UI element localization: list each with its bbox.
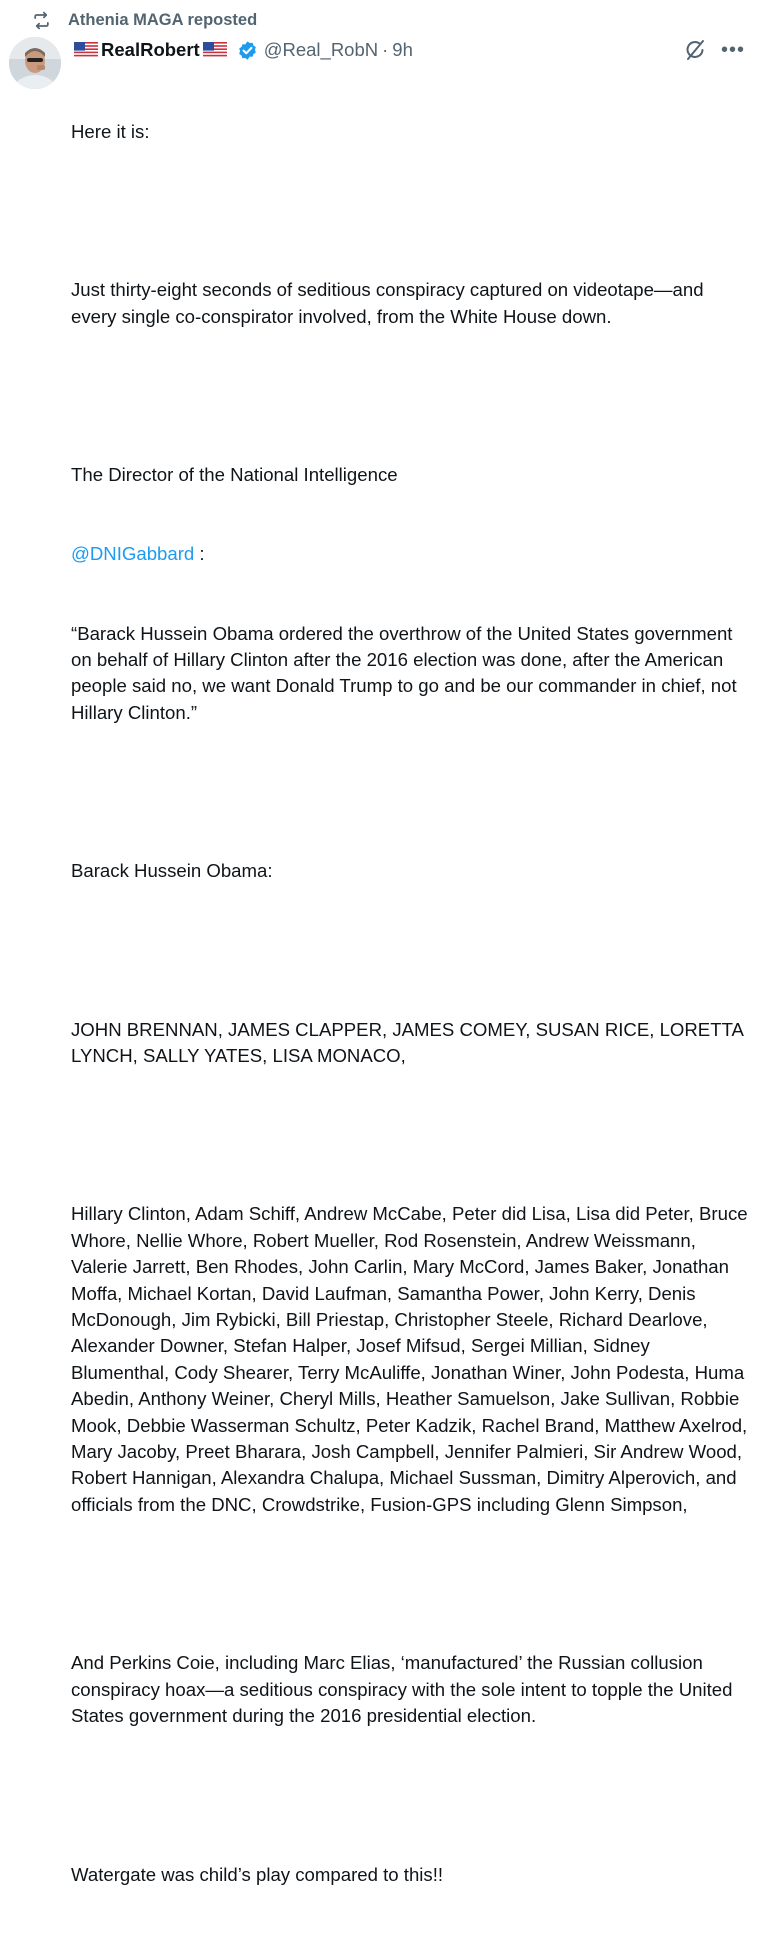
- mention-colon: :: [194, 543, 205, 565]
- post-text: [71, 66, 753, 1941]
- post-paragraph-2: The Director of the National Intelligence: [71, 464, 398, 486]
- author-handle[interactable]: @Real_RobN: [263, 39, 379, 60]
- post-paragraph-4: JOHN BRENNAN, JAMES CLAPPER, JAMES COMEY, SUSAN RICE, LORETTA LYNCH, SALLY YATES, LISA MONACO,: [71, 1018, 749, 1066]
- verified-badge-icon[interactable]: [237, 40, 258, 61]
- avatar-image: [9, 37, 61, 89]
- repost-icon: [32, 11, 51, 30]
- mention-line: [71, 541, 749, 567]
- post-paragraph-6: And Perkins Coie, including Marc Elias, ‘manufactured’ the Russian collusion conspiracy hoax—a seditious conspiracy with the sole intent to topple the United States government during the 2016 presidential election.: [71, 1652, 738, 1727]
- grok-icon[interactable]: [683, 38, 707, 62]
- post-paragraph-5: Hillary Clinton, Adam Schiff, Andrew McCabe, Peter did Lisa, Lisa did Peter, Bruce Whore, Nellie Whore, Robert Mueller, Rod Rosenstein, Andrew Weissmann, Valerie Jarrett, Ben Rhodes, John Carlin, Mary McCord, James Baker, Jonathan Moffa, Michael Kortan, David Laufman, Samantha Power, John Kerry, Denis McDonough, Jim Rybicki, Bill Priestap, Christopher Steele, Richard Dearlove, Alexander Downer, Stefan Halper, Josef Mifsud, Sergei Millian, Sidney Blumenthal, Cody Shearer, Terry McAuliffe, Jonathan Winer, John Podesta, Huma Abedin, Anthony Weiner, Cheryl Mills, Heather Samuelson, Jake Sullivan, Robbie Mook, Debbie Wasserman Schultz, Peter Kadzik, Rachel Brand, Matthew Axelrod, Mary Jacoby, Preet Bharara, Josh Campbell, Jennifer Palmieri, Sir Andrew Wood, Robert Hannigan, Alexandra Chalupa, Michael Sussman, Dimitry Alperovich, and officials from the DNC, Crowdstrike, Fusion-GPS including Glenn Simpson,: [71, 1203, 753, 1515]
- us-flag-icon: [203, 42, 227, 58]
- repost-indicator[interactable]: [32, 8, 257, 32]
- post-paragraph-7: Watergate was child’s play compared to this!!: [71, 1863, 444, 1885]
- author-display-name[interactable]: [71, 39, 230, 61]
- separator-dot: ·: [382, 39, 389, 60]
- repost-label: Athenia MAGA reposted: [68, 10, 258, 29]
- post-paragraph-1: Just thirty-eight seconds of seditious conspiracy captured on videotape—and every single co-conspirator involved, from the White House down.: [71, 279, 709, 327]
- mention-link[interactable]: @DNIGabbard: [71, 543, 195, 565]
- author-name-text: RealRobert: [101, 39, 200, 60]
- post-quote: “Barack Hussein Obama ordered the overthrow of the United States government on behalf of Hillary Clinton after the 2016 election was done, after the American people said no, we want Donald Trump to go and be our commander in chief, not Hillary Clinton.”: [71, 622, 742, 723]
- us-flag-icon: [74, 42, 98, 58]
- post-intro: Here it is:: [71, 120, 150, 142]
- post-header: [71, 37, 745, 63]
- avatar[interactable]: [9, 37, 61, 89]
- post-time[interactable]: 9h: [392, 39, 413, 60]
- post-paragraph-3: Barack Hussein Obama:: [71, 860, 273, 882]
- more-icon[interactable]: •••: [720, 39, 745, 61]
